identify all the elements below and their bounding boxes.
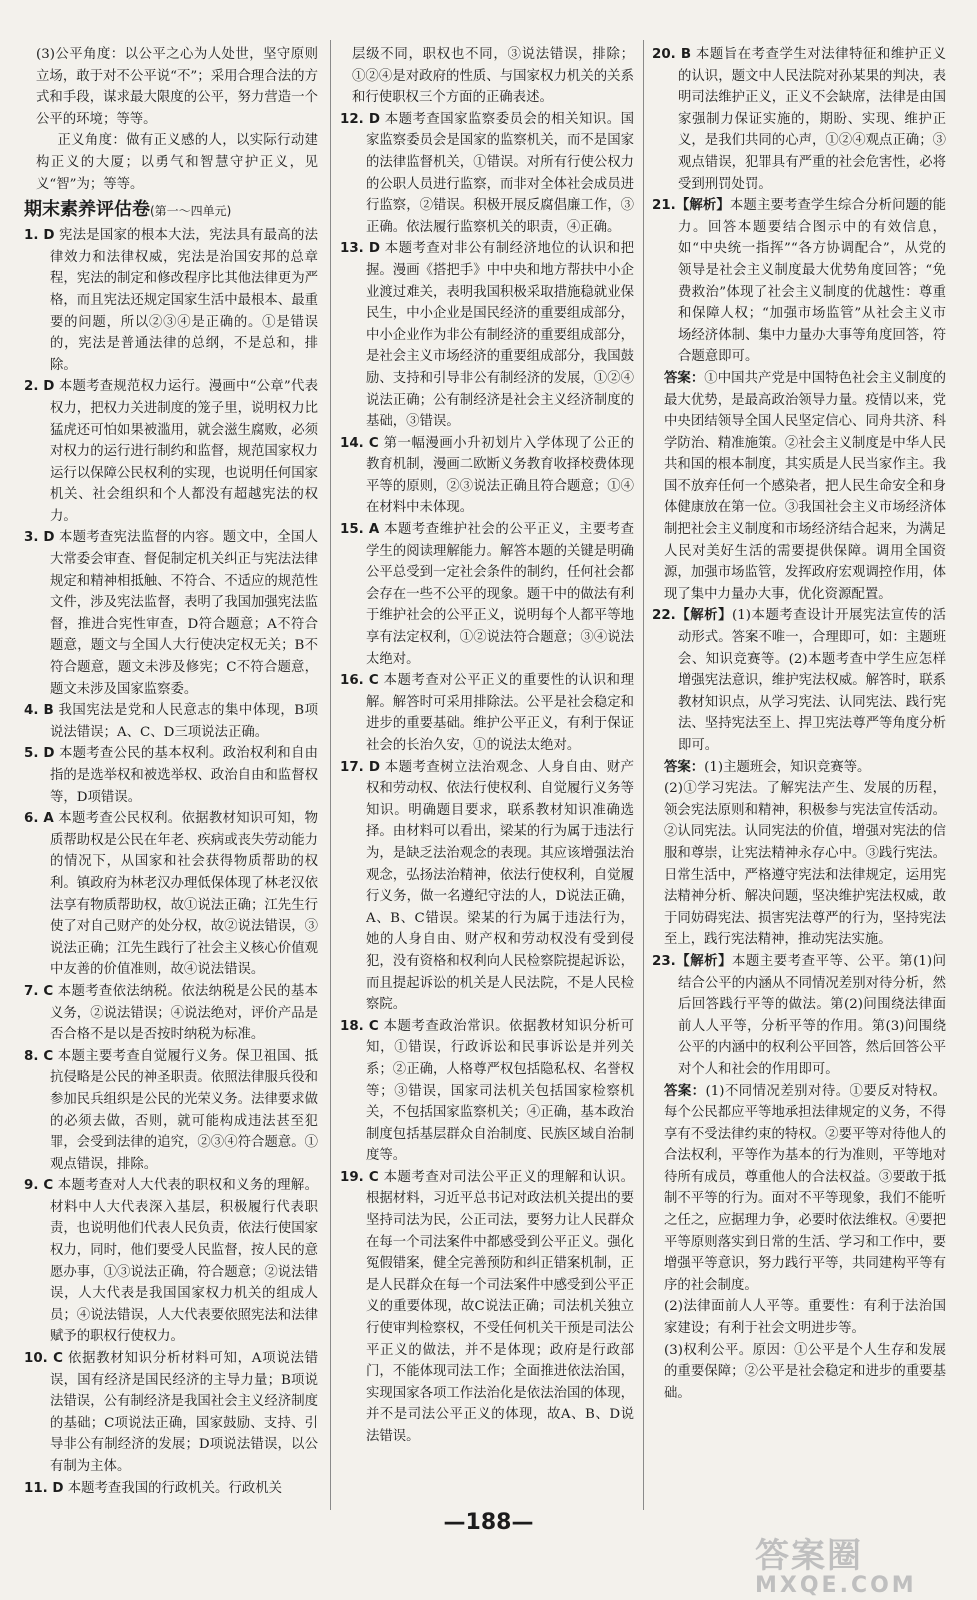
answer-paragraph [652,757,946,779]
item-number: 6. A [24,811,54,827]
answer-paragraph: (3)权利公平。原因：①公平是个人生存和发展的重要保障；②公平是社会稳定和进步的重要基础。 [664,1342,946,1401]
answer-item [24,1175,318,1348]
item-text: 本题考查公民权利。依据教材知识可知，物质帮助权是公民在年老、疾病或丧失劳动能力的情况下，从国家和社会获得物质帮助的权利。镇政府为林老汉办理低保体现了林老汉依法享有物质帮助权，故①说法正确；江先生行使了对自己财产的处分权，故②说法错误，③说法正确；江先生践行了社会主义核心价值观中友善的价值准则，故④说法错误。 [50,811,318,978]
answer-label: 答案： [664,1083,706,1099]
answer-paragraph [652,368,946,606]
answer-item [24,743,318,808]
item-number: 3. D [24,530,55,546]
answer-label: 答案： [664,370,705,386]
item-number: 10. C [24,1351,63,1367]
watermark-sub: MXQE.COM [755,1573,917,1598]
answer-item [24,700,318,743]
answer-item [340,1016,634,1167]
item-number: 1. D [24,228,55,244]
item-number: 20. B [652,47,692,62]
answer-item [340,1167,634,1448]
answer-item [24,808,318,981]
section-title-text: 期末素养评估卷 [24,199,150,221]
item-text: 依据教材知识分析材料可知，A项说法错误，国有经济是国民经济的主导力量；B项说法错误，公有制经济是我国社会主义经济制度的基础；C项说法正确，国家鼓励、支持、引导非公有制经济的发展；D项说法错误，以公有制为主体。 [50,1351,318,1474]
column-divider [330,40,331,1510]
answer-item [24,527,318,700]
answer-item [24,1348,318,1478]
item-text: 本题考查国家监察委员会的相关知识。国家监察委员会是国家的监察机关，而不是国家的法律监督机关，①错误。对所有行使公权力的公职人员进行监察，而非对全体社会成员进行监察，②错误。积极开展反腐倡廉工作，③正确。依法履行监察机关的职责，④正确。 [366,111,634,235]
item-number: 13. D [340,241,380,257]
item-number: 4. B [24,703,54,719]
answer-item [340,433,634,519]
item-text: 本题考查政治常识。依据教材知识分析可知，①错误，行政诉讼和民事诉讼是并列关系；②正确，人格尊严权包括隐私权、名誉权等；③错误，国家司法机关包括国家检察机关，不包括国家监察机关；④正确，基本政治制度包括基层群众自治制度、民族区域自治制度等。 [366,1018,634,1164]
watermark-main: 答案圈 [755,1536,863,1576]
item-number: 11. D [24,1480,64,1496]
item-text: 本题考查树立法治观念、人身自由、财产权和劳动权、依法行使权利、自觉履行义务等知识。明确题目要求，联系教材知识准确选择。由材料可以看出，梁某的行为属于违法行为，是缺乏法治观念的表现。其应该增强法治观念，弘扬法治精神，依法行使权利，自觉履行义务，做一名遵纪守法的人，D说法正确，A、B、C错误。梁某的行为属于违法行为，她的人身自由、财产权和劳动权没有受到侵犯，没有资格和权利向人民检察院提起诉讼，而且提起诉讼的机关是人民法院，不是人民检察院。 [366,759,634,1013]
item-number: 15. A [340,522,380,538]
item-text: 本题主要考查自觉履行义务。保卫祖国、抵抗侵略是公民的神圣职责。依照法律服兵役和参加民兵组织是公民的光荣义务。法律要求做的必须去做，否则，就可能构成违法甚至犯罪，会受到法律的追究，②③④符合题意。①观点错误，排除。 [50,1048,318,1172]
intro-paragraph: 正义角度：做有正义感的人，以实际行动建构正义的大厦；以勇气和智慧守护正义，见义“智”为；等等。 [36,133,318,192]
answer-paragraph [652,1081,946,1297]
item-text: 本题主要考查学生综合分析问题的能力。回答本题要结合图示中的有效信息，如“中央统一指挥”“各方协调配合”，从党的领导是社会主义制度最大优势角度回答；“免费救治”体现了社会主义制度的优越性：尊重和保障人权；“加强市场监管”从社会主义市场经济体制、集中力量办大事等角度回答，符合题意即可。 [678,198,946,365]
item-number: 21. [652,198,676,214]
item-number: 9. C [24,1178,54,1194]
answer-item [652,605,946,756]
column-middle [340,44,634,1504]
item-text: (1)本题考查设计开展宪法宣传的活动形式。答案不唯一，合理即可，如：主题班会、知识竞赛等。(2)本题考查中学生应怎样增强宪法意识，维护宪法权威。解答时，联系教材知识点，从学习宪法、认同宪法、践行宪法、坚持宪法至上、捍卫宪法尊严等角度分析即可。 [678,608,946,753]
item-number: 8. C [24,1048,54,1064]
item-number: 16. C [340,673,379,689]
item-text: 本题主要考查平等、公平。第(1)问结合公平的内涵从不同情况差别对待分析，然后回答践行平等的做法。第(2)问围绕法律面前人人平等，分析平等的作用。第(3)问围绕公平的内涵中的权利公平回答，然后回答公平对个人和社会的作用即可。 [678,953,946,1077]
item-number: 2. D [24,379,55,395]
answer-text: (1)主题班会，知识竞赛等。 [704,759,871,775]
answer-item [340,238,634,432]
item-text: 本题考查我国的行政机关。行政机关 [67,1480,283,1496]
item-text: 本题考查规范权力运行。漫画中“公章”代表权力，把权力关进制度的笼子里，说明权力比猛虎还可怕如果被滥用，就会滋生腐败，必须对权力的运行进行制约和监督，规范国家权力运行以保障公民权利的实现，也说明任何国家机关、社会组织和个人都没有超越宪法的权力。 [50,379,318,524]
answer-item [340,519,634,670]
column-right [652,44,946,1504]
item-number: 19. C [340,1169,379,1185]
item-number: 12. D [340,111,380,127]
analysis-tag: 【解析】 [675,198,730,214]
page-number: —188— [443,1510,534,1535]
item-text: 本题旨在考查学生对法律特征和维护正义的认识，题文中人民法院对孙某果的判决，表明司法维护正义，正义不会缺席，法律是由国家强制力保证实施的，期盼、实现、维护正义，是我们共同的心声，①②④观点正确；③观点错误，犯罪具有严重的社会危害性，必将受到刑罚处罚。 [678,47,946,192]
answer-item [340,670,634,756]
item-text: 第一幅漫画小升初划片入学体现了公正的教育机制，漫画二欧断义务教育收择校费体现平等的原则，②③说法正确且符合题意；①④在材料中未体现。 [366,435,634,516]
column-divider [643,40,644,1510]
answer-item [24,1478,318,1500]
item-number: 23. [652,953,676,969]
analysis-tag: 【解析】 [675,953,732,969]
answer-text: ①中国共产党是中国特色社会主义制度的最大优势，是最高政治领导力量。疫情以来，党中央团结领导全国人民坚定信心、同舟共济、科学防治、精准施策。②社会主义制度是中华人民共和国的根本制度，其实质是人民当家作主。我国不放弃任何一个感染者，把人民生命安全和身体健康放在第一位。③我国社会主义市场经济体制把社会主义制度和市场经济结合起来，为满足人民对美好生活的需要提供保障。调用全国资源，加强市场监管，发挥政府宏观调控作用，体现了集中力量办大事，优化资源配置。 [664,370,946,602]
answer-paragraph: (2)法律面前人人平等。重要性：有利于法治国家建设；有利于社会文明进步等。 [664,1299,946,1337]
watermark-logo [755,1528,955,1598]
item-text: 本题考查维护社会的公平正义，主要考查学生的阅读理解能力。解答本题的关键是明确公平总受到一定社会条件的制约，任何社会都会存在一些不公平的现象。题干中的做法有利于维护社会的公平正义，说明每个人都平等地享有法定权利，①②说法符合题意；③④说法太绝对。 [366,522,634,667]
item-text: 宪法是国家的根本大法，宪法具有最高的法律效力和法律权威，宪法是治国安邦的总章程，宪法的制定和修改程序比其他法律更为严格，而且宪法还规定国家生活中最根本、最重要的问题，所以②③④是正确的。①是错误的，宪法是普通法律的总纲，不是总和，排除。 [50,228,318,373]
item-text: 本题考查对人大代表的职权和义务的理解。材料中人大代表深入基层，积极履行代表职责，也说明他们代表人民负责，依法行使国家权力，同时，他们要受人民监督，按人民的意愿办事，①③说法正确，符合题意；②说法错误，人大代表是我国国家权力机关的组成人员；④说法错误，人大代表要依照宪法和法律赋予的职权行使权力。 [50,1178,318,1345]
analysis-tag: 【解析】 [675,608,732,624]
continued-paragraph: 层级不同，职权也不同，③说法错误，排除；①②④是对政府的性质、与国家权力机关的关系和行使职权三个方面的正确表述。 [352,47,634,106]
column-left [24,44,318,1504]
answer-item [24,225,318,376]
section-title [24,197,318,224]
item-text: 本题考查对非公有制经济地位的认识和把握。漫画《搭把手》中中央和地方帮扶中小企业渡过难关，表明我国积极采取措施稳就业保民生，中小企业是国民经济的重要组成部分，中小企业作为非公有制经济的重要组成部分，是社会主义市场经济的重要组成部分，我国鼓励、支持和引导非公有制经济的发展，①②④说法正确；公有制经济是社会主义经济制度的基础，③错误。 [366,241,634,430]
item-number: 17. D [340,759,380,775]
item-number: 18. C [340,1018,379,1034]
answer-item [652,44,946,195]
item-text: 本题考查宪法监督的内容。题文中，全国人大常委会审查、督促制定机关纠正与宪法法律规定和精神相抵触、不符合、不适应的规范性文件，涉及宪法监督，表明了我国加强宪法监督，推进合宪性审查，D符合题意；A不符合题意，题文与全国人大行使决定权无关；B不符合题意，题文未涉及修宪；C不符合题意，题文未涉及国家监察委。 [50,530,318,697]
section-subtitle: (第一～四单元) [150,204,232,219]
answer-item [24,1046,318,1176]
answer-item [24,981,318,1046]
answer-item [652,951,946,1081]
item-text: 本题考查公民的基本权利。政治权利和自由指的是选举权和被选举权、政治自由和监督权等，D项错误。 [50,746,318,805]
answer-text: (1)不同情况差别对待。①要反对特权。每个公民都应平等地承担法律规定的义务，不得享有不受法律约束的特权。②要平等对待他人的合法权利，平等作为基本的行为准则，平等地对待所有成员，尊重他人的合法权益。③要敢于抵制不平等的行为。面对不平等现象，我们不能听之任之，应据理力争，必要时依法维权。④要把平等原则落实到日常的生活、学习和工作中，要增强平等意识，努力践行平等，共同建构平等有序的社会制度。 [664,1083,946,1293]
answer-item [340,109,634,239]
answer-item [340,757,634,1016]
answer-label: 答案： [664,759,705,775]
answer-paragraph: (2)①学习宪法。了解宪法产生、发展的历程，领会宪法原则和精神，积极参与宪法宣传活动。②认同宪法。认同宪法的价值，增强对宪法的信服和尊崇，让宪法精神永存心中。③践行宪法。日常生活中，严格遵守宪法和法律规定，运用宪法精神分析、解决问题，坚决维护宪法权威，敢于同妨碍宪法、损害宪法尊严的行为，坚持宪法至上，践行宪法精神，推动宪法实施。 [664,781,946,948]
item-text: 本题考查对公平正义的重要性的认识和理解。解答时可采用排除法。公平是社会稳定和进步的重要基础。维护公平正义，有利于保证社会的长治久安，①的说法太绝对。 [366,673,634,753]
answer-item [652,195,946,368]
intro-paragraph: (3)公平角度：以公平之心为人处世，坚守原则立场，敢于对不公平说“不”；采用合理合法的方式和手段，谋求最大限度的公平，努力营造一个公平的环境；等等。 [36,47,318,127]
item-number: 14. C [340,435,379,451]
item-number: 7. C [24,983,54,999]
item-text: 我国宪法是党和人民意志的集中体现，B项说法错误；A、C、D三项说法正确。 [50,703,318,740]
item-number: 22. [652,608,676,624]
answer-item [24,376,318,527]
item-number: 5. D [24,746,55,762]
item-text: 本题考查对司法公平正义的理解和认识。根据材料，习近平总书记对政法机关提出的要坚持司法为民，公正司法，要努力让人民群众在每一个司法案件中都感受到公平正义。强化冤假错案，健全完善预防和纠正错案机制，正是人民群众在每一个司法案件中感受到公平正义的重要体现，故C说法正确；司法机关独立行使审判检察权，不受任何机关干预是司法公平正义的做法，并不是体现；政府是行政部门，不能体现司法工作；全面推进依法治国，实现国家各项工作法治化是依法治国的体现，并不是司法公平正义的体现，故A、B、D说法错误。 [366,1169,634,1444]
item-text: 本题考查依法纳税。依法纳税是公民的基本义务，②说法错误；④说法绝对，评价产品是否合格不是以是否按时纳税为标准。 [50,983,318,1043]
